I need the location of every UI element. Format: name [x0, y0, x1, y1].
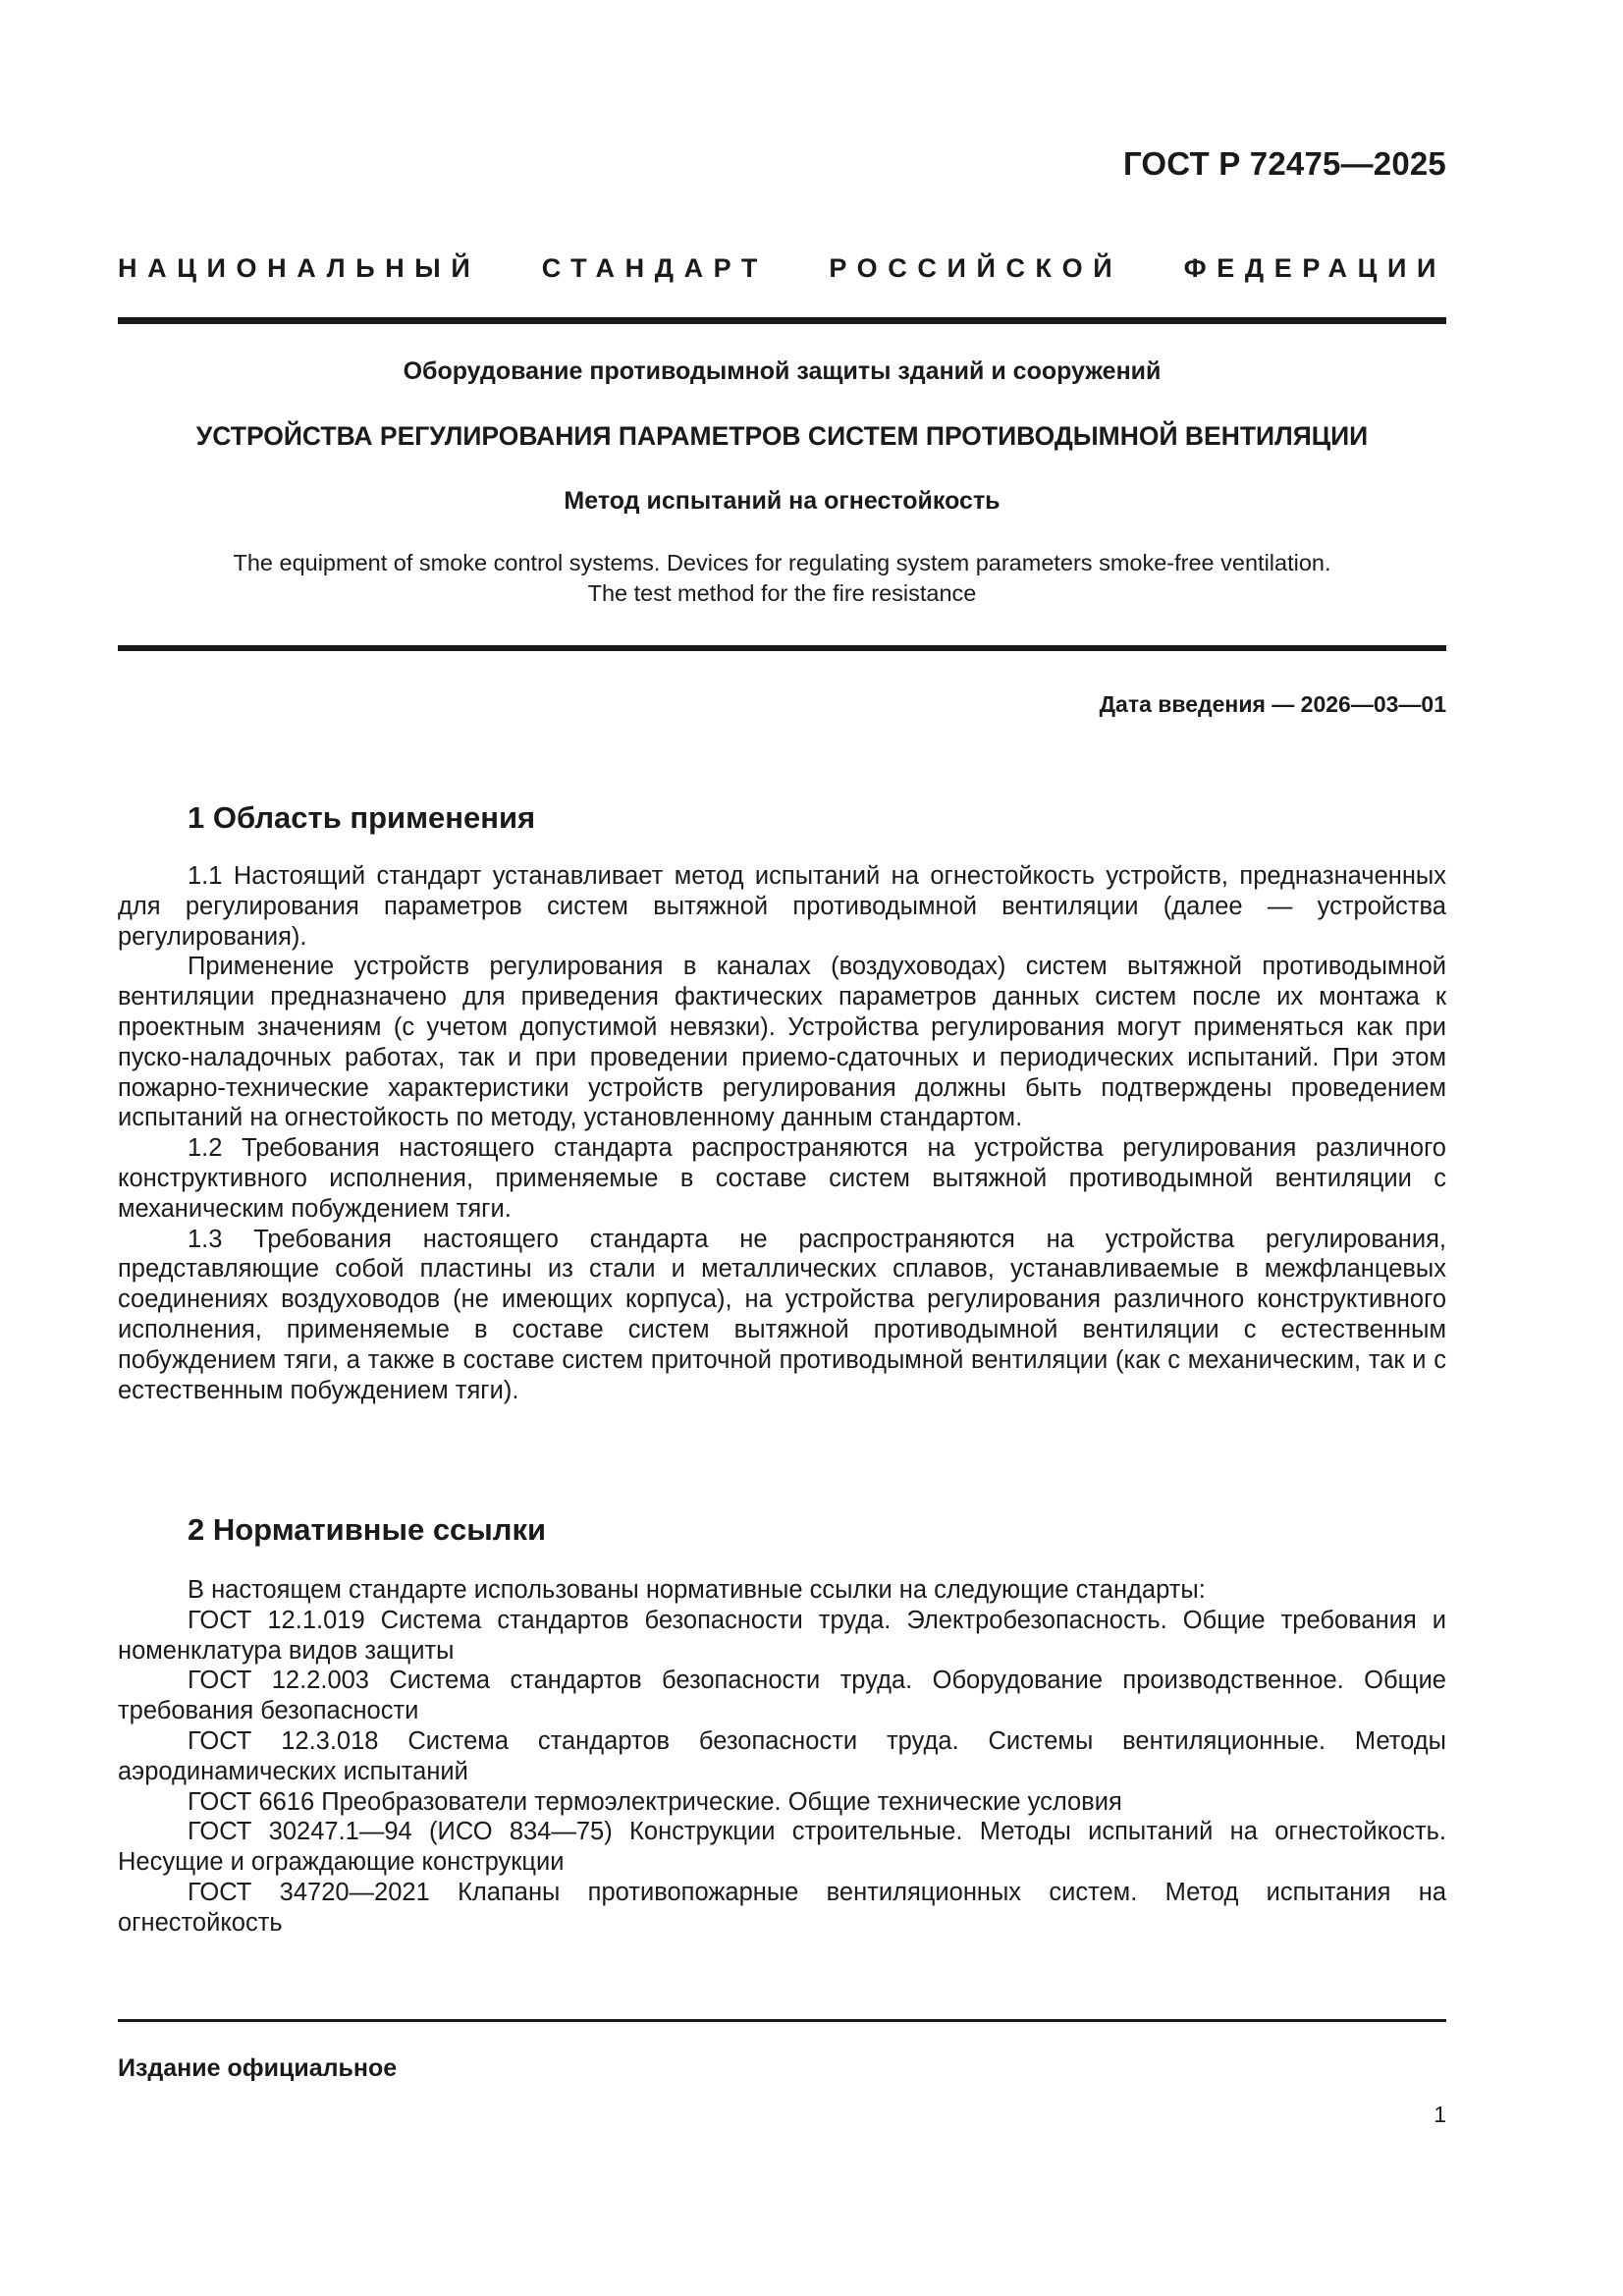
section-1-title: 1 Область применения — [188, 800, 536, 835]
paragraph-1-3: 1.3 Требования настоящего стандарта не распространяются на устройства регулирования, представляющие собой пластины из стали и металлических сплавов, устанавливаемые в межфланцевых соединениях воздуховодов (не имеющих корпуса), на устройства регулирования различного конструктивного исполнения, применяемые в составе систем вытяжной противодымной вентиляции с естественным побуждением тяги, а также в составе систем приточной противодымной вентиляции (как с механическим, так и с естественным побуждением тяги). — [118, 1225, 1446, 1404]
introduction-date: Дата введения — 2026—03—01 — [1099, 691, 1446, 717]
reference-item: ГОСТ 12.3.018 Система стандартов безопасности труда. Системы вентиляционные. Методы аэродинамических испытаний — [118, 1726, 1446, 1785]
reference-item: ГОСТ 30247.1—94 (ИСО 834—75) Конструкции строительные. Методы испытаний на огнестойкость. Несущие и ограждающие конструкции — [118, 1818, 1446, 1877]
standard-subtitle: Метод испытаний на огнестойкость — [564, 487, 1001, 515]
reference-item: ГОСТ 12.2.003 Система стандартов безопасности труда. Оборудование производственное. Общие требования безопасности — [118, 1667, 1446, 1725]
section-1-body — [118, 861, 1446, 1405]
page-number: 1 — [1434, 2102, 1446, 2127]
title-rule — [118, 645, 1446, 651]
footer-rule — [118, 2019, 1446, 2022]
reference-item: ГОСТ 6616 Преобразователи термоэлектрические. Общие технические условия — [188, 1787, 1122, 1816]
english-title-line-2: The test method for the fire resistance — [587, 580, 977, 606]
national-standard-heading: НАЦИОНАЛЬНЫЙ СТАНДАРТ РОССИЙСКОЙ ФЕДЕРАЦИИ — [118, 253, 1446, 283]
paragraph-1-2: 1.2 Требования настоящего стандарта распространяются на устройства регулирования различного конструктивного исполнения, применяемые в составе систем вытяжной противодымной вентиляции с механическим побуждением тяги. — [118, 1134, 1446, 1223]
section-2-title: 2 Нормативные ссылки — [188, 1512, 547, 1547]
english-title-line-1: The equipment of smoke control systems. Devices for regulating system parameters smoke-free ventilation. — [233, 550, 1331, 575]
official-edition-label: Издание официальное — [118, 2054, 398, 2082]
standard-group-title: Оборудование противодымной защиты зданий и сооружений — [403, 357, 1162, 385]
reference-item: ГОСТ 12.1.019 Система стандартов безопасности труда. Электробезопасность. Общие требования и номенклатура видов защиты — [118, 1606, 1446, 1665]
english-title — [118, 548, 1446, 609]
header-rule — [118, 317, 1446, 324]
section-2-body — [118, 1575, 1446, 1939]
paragraph-1-1: 1.1 Настоящий стандарт устанавливает метод испытаний на огнестойкость устройств, предназначенных для регулирования параметров систем вытяжной противодымной вентиляции (далее — устройства регулирования). — [118, 862, 1446, 951]
standard-main-title: УСТРОЙСТВА РЕГУЛИРОВАНИЯ ПАРАМЕТРОВ СИСТЕМ ПРОТИВОДЫМНОЙ ВЕНТИЛЯЦИИ — [195, 421, 1369, 451]
references-intro: В настоящем стандарте использованы нормативные ссылки на следующие стандарты: — [188, 1576, 1206, 1604]
paragraph-1-1-cont: Применение устройств регулирования в каналах (воздуховодах) систем вытяжной противодымной вентиляции предназначено для приведения фактических параметров данных систем после их монтажа к проектным значениям (с учетом допустимой невязки). Устройства регулирования могут применяться как при пуско-наладочных работах, так и при проведении приемо-сдаточных и периодических испытаний. При этом пожарно-технические характеристики устройств регулирования должны быть подтверждены проведением испытаний на огнестойкость по методу, установленному данным стандартом. — [118, 953, 1446, 1132]
standard-number: ГОСТ Р 72475—2025 — [1122, 145, 1446, 182]
reference-item: ГОСТ 34720—2021 Клапаны противопожарные вентиляционных систем. Метод испытания на огнестойкость — [118, 1878, 1446, 1937]
